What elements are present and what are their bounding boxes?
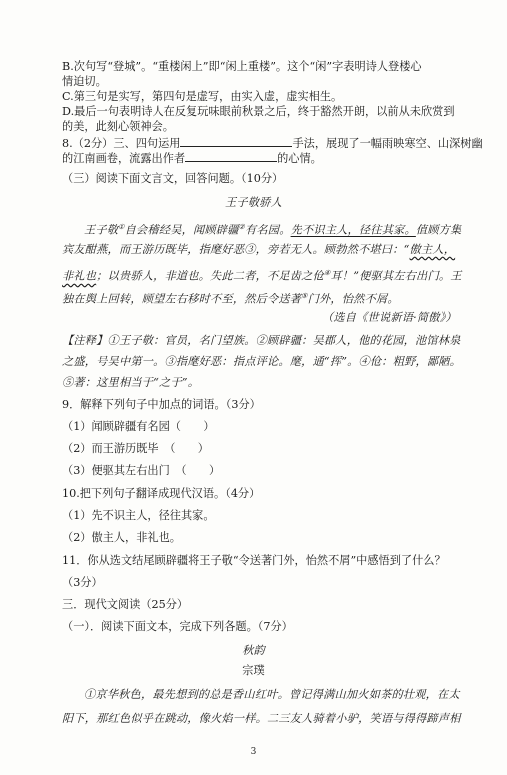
footnote-mark: ② — [238, 223, 246, 231]
option-d-line2: 的美，此刻心领神会。 — [62, 120, 174, 133]
classical-title: 王子敬骄人 — [225, 196, 282, 209]
essay-paragraph-line2: 阳下，那红色似乎在跳动，像火焰一样。二三友人骑着小驴，笑语与得得蹄声相 — [62, 712, 461, 725]
answer-blank[interactable] — [185, 150, 277, 162]
classical-line1 — [84, 220, 461, 238]
question-8-line1 — [62, 135, 483, 151]
q8-text-a: 8.（2分）三、四句运用 — [62, 137, 181, 150]
section-3-heading: （三）阅读下面文言文，回答问题。（10分） — [62, 172, 284, 185]
essay-paragraph-line1: ①京华秋色，最先想到的总是香山红叶。曾记得满山加火如茶的壮观，在太 — [84, 688, 460, 701]
subsection-1-heading: （一）．阅读下面文本，完成下列各题。（7分） — [62, 620, 293, 633]
option-b-line1: B.次句写“登城”。“重楼闲上”即“闲上重楼”。这个“闲”字表明诗人登楼心 — [62, 60, 422, 73]
question-8-line2 — [62, 150, 322, 166]
notes-line2: 之盛，号吴中第一。③指麾好恶：指点评论。麾，通“挥”。④伧：粗野，鄙陋。 — [62, 355, 462, 368]
classical-text: 门外，怡然不屑。 — [307, 292, 399, 306]
question-9-item1: （1）闻顾辟疆有名园（ ） — [62, 420, 215, 433]
footnote-mark: ① — [118, 223, 125, 231]
classical-text: 耳！”便驱其左右出门。王 — [330, 269, 462, 283]
question-11-stem: 11．你从选文结尾顾辟疆将王子敬“令送著门外，怡然不屑”中感悟到了什么？ — [62, 554, 446, 567]
classical-text: ；以贵骄人，非道也。失此二者，不足齿之伧 — [96, 269, 324, 283]
q8-text-d: 的心情。 — [277, 152, 322, 165]
classical-line4 — [62, 289, 399, 307]
page-number: 3 — [250, 747, 257, 757]
section-modern-heading: 三．现代文阅读（25分） — [62, 598, 189, 611]
classical-text: 王子敬 — [84, 223, 119, 237]
classical-line3 — [62, 266, 462, 284]
question-9-item2: （2）而王游历既毕 （ ） — [62, 442, 209, 455]
option-b-line2: 情迫切。 — [62, 75, 107, 88]
classical-text: 值顾方集 — [415, 223, 462, 237]
question-9-item3: （3）便驱其左右出门 （ ） — [62, 464, 221, 477]
question-11-score: （3分） — [62, 576, 103, 589]
wavy-underlined-text: 傲主人， — [409, 243, 456, 256]
essay-title: 秋韵 — [242, 644, 265, 657]
essay-author: 宗璞 — [242, 664, 265, 677]
question-10-stem: 10.把下列句子翻译成现代汉语。（4分） — [62, 487, 261, 500]
notes-line1: 【注释】①王子敬：官员，名门望族。②顾辟疆：吴郡人，他的花园，池馆林泉 — [62, 334, 461, 347]
classical-line2 — [62, 243, 455, 257]
underlined-sentence: 先不识主人，径往其家。 — [290, 223, 416, 237]
question-9-stem: 9．解释下列句子中加点的词语。（3分） — [62, 398, 261, 411]
classical-text: 宾友酣燕，而王游历既毕，指麾好恶③，旁若无人。顾勃然不堪曰：“ — [62, 243, 410, 256]
footnote-mark: ④ — [323, 269, 331, 277]
question-10-item2: （2）傲主人，非礼也。 — [62, 531, 181, 544]
q8-text-c: 的江南画卷，流露出作者 — [62, 152, 186, 165]
q8-text-b: 手法，展现了一幅雨映寒空、山深树幽 — [292, 137, 483, 150]
source-citation: （选自《世说新语·简傲》） — [322, 311, 457, 324]
footnote-mark: ⑤ — [301, 292, 308, 300]
question-10-item1: （1）先不识主人，径往其家。 — [62, 509, 215, 522]
option-d-line1: D.最后一句表明诗人在反复玩味眼前秋景之后，终于豁然开朗，以前从未欣赏到 — [62, 105, 455, 118]
classical-text: 独在舆上回转，顾望左右移时不至，然后令送著 — [62, 292, 302, 306]
classical-text: 有名园。 — [245, 223, 291, 237]
answer-blank[interactable] — [180, 135, 292, 147]
option-c: C.第三句是实写，第四句是虚写，由实入虚，虚实相生。 — [62, 90, 343, 103]
classical-text: 自会稽经吴，闻顾辟疆 — [124, 223, 239, 237]
wavy-underlined-text: 非礼也 — [62, 269, 97, 283]
notes-line3: ⑤著：这里相当于“之于”。 — [62, 376, 200, 389]
